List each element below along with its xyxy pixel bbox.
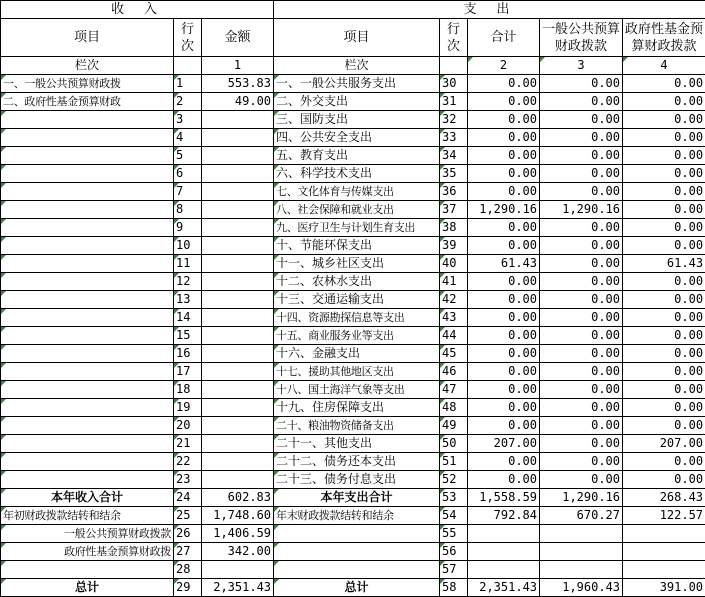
expense-row-number: 47: [440, 381, 468, 399]
income-item: [1, 165, 174, 183]
income-amount: [202, 471, 274, 489]
expense-item: 本年支出合计: [274, 489, 440, 507]
income-row-number: 23: [174, 471, 202, 489]
income-col-1: 1: [202, 57, 274, 75]
expense-total: 792.84: [468, 507, 540, 525]
income-amount: [202, 291, 274, 309]
income-amount: [202, 165, 274, 183]
table-row: [1, 345, 705, 363]
expense-item: 十、节能环保支出: [274, 237, 440, 255]
expense-item-header: 项目: [274, 19, 440, 57]
expense-general-alloc: 0.00: [540, 327, 623, 345]
expense-item: 十六、金融支出: [274, 345, 440, 363]
income-row-number: 19: [174, 399, 202, 417]
expense-general-alloc: 0.00: [540, 345, 623, 363]
income-item: 二、政府性基金预算财政: [1, 93, 174, 111]
expense-general-alloc: 0.00: [540, 255, 623, 273]
income-item: 本年收入合计: [1, 489, 174, 507]
expense-fund-alloc: 0.00: [623, 471, 705, 489]
expense-item: 二十一、其他支出: [274, 435, 440, 453]
income-item: [1, 345, 174, 363]
expense-total-header: 合计: [468, 19, 540, 57]
expense-general-alloc: 0.00: [540, 237, 623, 255]
expense-row-number: 50: [440, 435, 468, 453]
income-item: [1, 399, 174, 417]
expense-general-alloc: 0.00: [540, 381, 623, 399]
expense-general-alloc: [540, 525, 623, 543]
income-item: [1, 471, 174, 489]
expense-item: 总计: [274, 579, 440, 597]
income-amount: [202, 435, 274, 453]
expense-fund-alloc: 0.00: [623, 291, 705, 309]
table-row: [1, 255, 705, 273]
expense-fund-alloc: 0.00: [623, 381, 705, 399]
expense-item: 十五、商业服务业等支出: [274, 327, 440, 345]
expense-total: 0.00: [468, 453, 540, 471]
expense-item: 四、公共安全支出: [274, 129, 440, 147]
expense-general-alloc: 0.00: [540, 93, 623, 111]
expense-total: 0.00: [468, 471, 540, 489]
expense-item: 十九、住房保障支出: [274, 399, 440, 417]
table-row: [1, 471, 705, 489]
table-row: [1, 417, 705, 435]
income-amount: 49.00: [202, 93, 274, 111]
table-row: [1, 435, 705, 453]
expense-general-alloc: 0.00: [540, 399, 623, 417]
table-row: [1, 327, 705, 345]
expense-item: 二、外交支出: [274, 93, 440, 111]
expense-row-number: 45: [440, 345, 468, 363]
expense-fund-alloc: 0.00: [623, 219, 705, 237]
expense-item: 六、科学技术支出: [274, 165, 440, 183]
expense-item: 二十三、债务付息支出: [274, 471, 440, 489]
income-amount: [202, 309, 274, 327]
income-item: [1, 561, 174, 579]
expense-fund-alloc: 0.00: [623, 399, 705, 417]
table-row: [1, 147, 705, 165]
expense-row-number: 44: [440, 327, 468, 345]
expense-general-alloc: 0.00: [540, 417, 623, 435]
expense-general-alloc: 0.00: [540, 453, 623, 471]
income-item: [1, 453, 174, 471]
expense-col-4: 4: [623, 57, 705, 75]
expense-col-2: 2: [468, 57, 540, 75]
expense-total: 61.43: [468, 255, 540, 273]
income-row-number: 18: [174, 381, 202, 399]
income-amount: 1,406.59: [202, 525, 274, 543]
expense-row-number: 43: [440, 309, 468, 327]
income-item-header: 项目: [1, 19, 174, 57]
expense-row-number: 48: [440, 399, 468, 417]
income-row-number: 28: [174, 561, 202, 579]
expense-general-alloc: 0.00: [540, 129, 623, 147]
income-amount: [202, 183, 274, 201]
expense-row-number: 38: [440, 219, 468, 237]
expense-item: 八、社会保障和就业支出: [274, 201, 440, 219]
income-item: 年初财政拨款结转和结余: [1, 507, 174, 525]
expense-fund-alloc: 0.00: [623, 363, 705, 381]
income-item: [1, 219, 174, 237]
income-row-number: 12: [174, 273, 202, 291]
expense-item: 九、医疗卫生与计划生育支出: [274, 219, 440, 237]
expense-general-alloc: [540, 561, 623, 579]
expense-row-number: 40: [440, 255, 468, 273]
expense-row-number: 51: [440, 453, 468, 471]
expense-total: 0.00: [468, 327, 540, 345]
income-amount: [202, 129, 274, 147]
expense-total: 1,558.59: [468, 489, 540, 507]
income-row-number: 4: [174, 129, 202, 147]
income-item: [1, 309, 174, 327]
expense-item: [274, 525, 440, 543]
expense-row-number: 54: [440, 507, 468, 525]
expense-header: 支 出: [274, 1, 705, 19]
expense-fund-alloc: 207.00: [623, 435, 705, 453]
expense-fund-alloc: 0.00: [623, 417, 705, 435]
expense-rowno-header: 行次: [440, 19, 468, 57]
expense-total: 0.00: [468, 129, 540, 147]
income-amount: [202, 327, 274, 345]
income-amount-header: 金额: [202, 19, 274, 57]
summary-row: [1, 525, 705, 543]
expense-general-alloc: 0.00: [540, 309, 623, 327]
income-row-number: 14: [174, 309, 202, 327]
expense-row-number: 31: [440, 93, 468, 111]
income-item: [1, 273, 174, 291]
expense-fund-alloc: [623, 525, 705, 543]
expense-general-alloc: 0.00: [540, 435, 623, 453]
expense-fund-alloc: [623, 561, 705, 579]
expense-total: 0.00: [468, 75, 540, 93]
income-row-number: 13: [174, 291, 202, 309]
income-amount: [202, 381, 274, 399]
expense-general-alloc: 0.00: [540, 291, 623, 309]
expense-row-number: 58: [440, 579, 468, 597]
income-amount: 553.83: [202, 75, 274, 93]
income-amount: [202, 561, 274, 579]
expense-item: 十八、国土海洋气象等支出: [274, 381, 440, 399]
income-amount: [202, 363, 274, 381]
expense-row-number: 56: [440, 543, 468, 561]
income-item: [1, 255, 174, 273]
expense-row-number: 41: [440, 273, 468, 291]
expense-fund-alloc: 0.00: [623, 237, 705, 255]
table-row: [1, 129, 705, 147]
income-row-number: 15: [174, 327, 202, 345]
income-col-label: 栏次: [1, 57, 174, 75]
expense-row-number: 46: [440, 363, 468, 381]
income-item: [1, 237, 174, 255]
expense-item: 十七、援助其他地区支出: [274, 363, 440, 381]
expense-fund-alloc: 268.43: [623, 489, 705, 507]
table-row: [1, 453, 705, 471]
income-amount: [202, 345, 274, 363]
summary-row: [1, 579, 705, 597]
expense-total: 0.00: [468, 291, 540, 309]
expense-row-number: 52: [440, 471, 468, 489]
expense-fund-alloc: 0.00: [623, 165, 705, 183]
expense-fund-alloc: 0.00: [623, 147, 705, 165]
summary-row: [1, 543, 705, 561]
income-row-number: 6: [174, 165, 202, 183]
income-item: 一般公共预算财政拨款: [1, 525, 174, 543]
expense-total: 0.00: [468, 417, 540, 435]
summary-row: [1, 507, 705, 525]
table-row: [1, 363, 705, 381]
table-row: [1, 381, 705, 399]
expense-row-number: 57: [440, 561, 468, 579]
expense-row-number: 49: [440, 417, 468, 435]
expense-row-number: 37: [440, 201, 468, 219]
income-amount: [202, 219, 274, 237]
income-row-number: 17: [174, 363, 202, 381]
expense-total: 2,351.43: [468, 579, 540, 597]
expense-row-number: 30: [440, 75, 468, 93]
expense-general-alloc: 1,290.16: [540, 201, 623, 219]
fund-alloc-header: 政府性基金预算财政拨款: [623, 19, 705, 57]
expense-col-3: 3: [540, 57, 623, 75]
table-row: [1, 111, 705, 129]
income-row-number: 7: [174, 183, 202, 201]
expense-item: 二十、粮油物资储备支出: [274, 417, 440, 435]
income-item: 一、一般公共预算财政拨: [1, 75, 174, 93]
table-row: [1, 291, 705, 309]
income-col-blank: [174, 57, 202, 75]
income-amount: [202, 273, 274, 291]
general-alloc-header: 一般公共预算财政拨款: [540, 19, 623, 57]
table-row: [1, 237, 705, 255]
expense-total: 0.00: [468, 381, 540, 399]
expense-total: 1,290.16: [468, 201, 540, 219]
summary-row: [1, 489, 705, 507]
expense-row-number: 39: [440, 237, 468, 255]
income-item: [1, 327, 174, 345]
expense-item: 五、教育支出: [274, 147, 440, 165]
table-row: [1, 399, 705, 417]
income-amount: 342.00: [202, 543, 274, 561]
income-item: [1, 183, 174, 201]
expense-item: 十三、交通运输支出: [274, 291, 440, 309]
income-item: 总计: [1, 579, 174, 597]
expense-fund-alloc: 61.43: [623, 255, 705, 273]
income-item: [1, 435, 174, 453]
income-item: [1, 363, 174, 381]
income-row-number: 5: [174, 147, 202, 165]
expense-item: 年末财政拨款结转和结余: [274, 507, 440, 525]
expense-row-number: 32: [440, 111, 468, 129]
income-row-number: 27: [174, 543, 202, 561]
expense-general-alloc: 0.00: [540, 273, 623, 291]
income-row-number: 8: [174, 201, 202, 219]
expense-total: 207.00: [468, 435, 540, 453]
expense-general-alloc: 0.00: [540, 165, 623, 183]
expense-fund-alloc: 122.57: [623, 507, 705, 525]
expense-item: 三、国防支出: [274, 111, 440, 129]
expense-item: 七、文化体育与传媒支出: [274, 183, 440, 201]
income-row-number: 1: [174, 75, 202, 93]
income-amount: [202, 201, 274, 219]
expense-item: [274, 543, 440, 561]
expense-fund-alloc: [623, 543, 705, 561]
income-item: [1, 381, 174, 399]
income-amount: [202, 255, 274, 273]
income-amount: 2,351.43: [202, 579, 274, 597]
table-row: [1, 75, 705, 93]
expense-row-number: 42: [440, 291, 468, 309]
income-row-number: 11: [174, 255, 202, 273]
expense-total: [468, 543, 540, 561]
expense-col-blank: [440, 57, 468, 75]
expense-row-number: 34: [440, 147, 468, 165]
income-row-number: 29: [174, 579, 202, 597]
expense-item: 十二、农林水支出: [274, 273, 440, 291]
expense-total: 0.00: [468, 309, 540, 327]
expense-general-alloc: 0.00: [540, 75, 623, 93]
income-item: [1, 147, 174, 165]
expense-row-number: 35: [440, 165, 468, 183]
expense-fund-alloc: 0.00: [623, 75, 705, 93]
expense-fund-alloc: 391.00: [623, 579, 705, 597]
income-row-number: 25: [174, 507, 202, 525]
expense-item: 一、一般公共服务支出: [274, 75, 440, 93]
expense-fund-alloc: 0.00: [623, 309, 705, 327]
table-row: [1, 219, 705, 237]
expense-fund-alloc: 0.00: [623, 93, 705, 111]
expense-fund-alloc: 0.00: [623, 327, 705, 345]
income-row-number: 3: [174, 111, 202, 129]
summary-row: [1, 561, 705, 579]
expense-general-alloc: 1,960.43: [540, 579, 623, 597]
expense-total: 0.00: [468, 165, 540, 183]
expense-row-number: 53: [440, 489, 468, 507]
income-amount: [202, 453, 274, 471]
expense-general-alloc: 0.00: [540, 111, 623, 129]
expense-item: 十一、城乡社区支出: [274, 255, 440, 273]
expense-total: 0.00: [468, 399, 540, 417]
expense-fund-alloc: 0.00: [623, 273, 705, 291]
income-amount: [202, 111, 274, 129]
expense-general-alloc: 0.00: [540, 147, 623, 165]
table-row: [1, 201, 705, 219]
income-item: [1, 201, 174, 219]
expense-item: 十四、资源勘探信息等支出: [274, 309, 440, 327]
income-item: [1, 129, 174, 147]
income-amount: 1,748.60: [202, 507, 274, 525]
table-row: [1, 273, 705, 291]
income-item: [1, 111, 174, 129]
income-amount: 602.83: [202, 489, 274, 507]
expense-total: 0.00: [468, 273, 540, 291]
income-row-number: 24: [174, 489, 202, 507]
expense-general-alloc: 670.27: [540, 507, 623, 525]
income-row-number: 2: [174, 93, 202, 111]
income-row-number: 20: [174, 417, 202, 435]
expense-total: 0.00: [468, 219, 540, 237]
expense-total: [468, 561, 540, 579]
expense-fund-alloc: 0.00: [623, 183, 705, 201]
expense-total: 0.00: [468, 111, 540, 129]
expense-general-alloc: 0.00: [540, 183, 623, 201]
income-rowno-header: 行次: [174, 19, 202, 57]
expense-total: [468, 525, 540, 543]
expense-item: 二十二、债务还本支出: [274, 453, 440, 471]
income-item: [1, 417, 174, 435]
expense-fund-alloc: 0.00: [623, 345, 705, 363]
expense-total: 0.00: [468, 147, 540, 165]
expense-general-alloc: 0.00: [540, 363, 623, 381]
expense-fund-alloc: 0.00: [623, 129, 705, 147]
expense-fund-alloc: 0.00: [623, 453, 705, 471]
income-row-number: 26: [174, 525, 202, 543]
expense-total: 0.00: [468, 363, 540, 381]
expense-col-label: 栏次: [274, 57, 440, 75]
table-row: [1, 165, 705, 183]
income-row-number: 22: [174, 453, 202, 471]
income-amount: [202, 237, 274, 255]
expense-total: 0.00: [468, 237, 540, 255]
income-item: 政府性基金预算财政拨: [1, 543, 174, 561]
income-amount: [202, 399, 274, 417]
expense-total: 0.00: [468, 93, 540, 111]
expense-total: 0.00: [468, 345, 540, 363]
expense-row-number: 33: [440, 129, 468, 147]
income-item: [1, 291, 174, 309]
income-row-number: 9: [174, 219, 202, 237]
income-row-number: 21: [174, 435, 202, 453]
income-amount: [202, 147, 274, 165]
expense-item: [274, 561, 440, 579]
income-header: 收 入: [1, 1, 274, 19]
table-row: [1, 309, 705, 327]
expense-fund-alloc: 0.00: [623, 201, 705, 219]
expense-general-alloc: 0.00: [540, 471, 623, 489]
expense-general-alloc: 1,290.16: [540, 489, 623, 507]
income-row-number: 16: [174, 345, 202, 363]
income-amount: [202, 417, 274, 435]
table-row: [1, 183, 705, 201]
expense-fund-alloc: 0.00: [623, 111, 705, 129]
expense-general-alloc: [540, 543, 623, 561]
expense-row-number: 36: [440, 183, 468, 201]
table-row: [1, 93, 705, 111]
expense-row-number: 55: [440, 525, 468, 543]
expense-general-alloc: 0.00: [540, 219, 623, 237]
expense-total: 0.00: [468, 183, 540, 201]
income-row-number: 10: [174, 237, 202, 255]
